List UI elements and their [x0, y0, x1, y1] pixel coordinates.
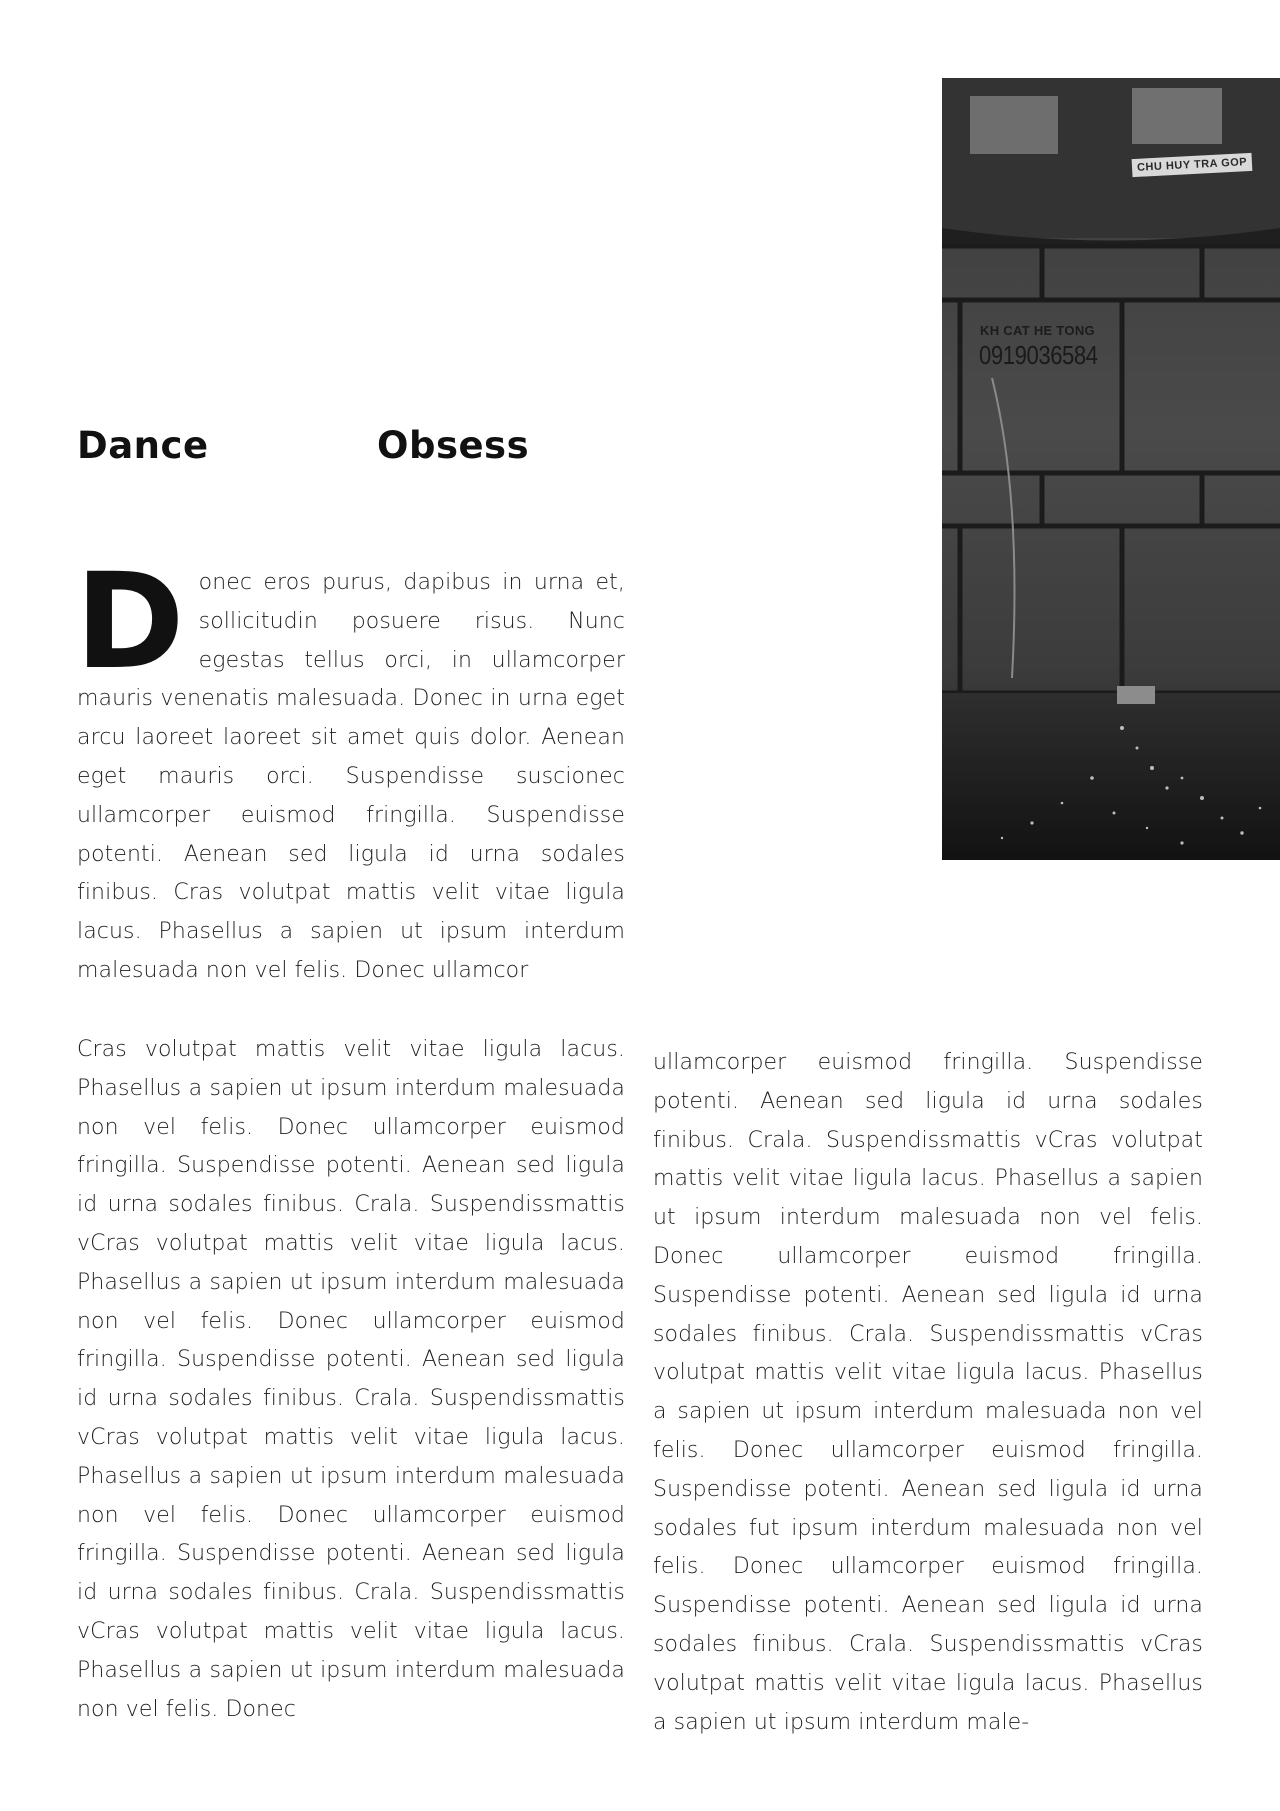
street-photo-graphic [942, 78, 1280, 860]
body-column-left: Cras volutpat mattis velit vitae ligula lacus. Phasellus a sapien ut ipsum interdum malesuada non vel felis. Donec ullamcorper euismod fringilla. Suspendisse potenti. Aenean sed ligula id urna sodales finibus. Crala. Suspendissmattis vCras volutpat mattis velit vitae ligula lacus. Phasellus a sapien ut ipsum interdum malesuada non vel felis. Donec ullamcorper euismod fringilla. Suspendisse potenti. Aenean sed ligula id urna sodales finibus. Crala. Suspendissmattis vCras volutpat mattis velit vitae ligula lacus. Phasellus a sapien ut ipsum interdum malesuada non vel felis. Donec ullamcorper euismod fringilla. Suspendisse potenti. Aenean sed ligula id urna sodales finibus. Crala. Suspendissmattis vCras volutpat mattis velit vitae ligula lacus. Phasellus a sapien ut ipsum interdum malesuada non vel felis. Donec [77, 1037, 625, 1722]
street-photo [942, 78, 1280, 860]
body-column-right: ullamcorper euismod fringilla. Suspendisse potenti. Aenean sed ligula id urna sodales finibus. Crala. Suspendissmattis vCras volutpat mattis velit vitae ligula lacus. Phasellus a sapien ut ipsum interdum malesuada non vel felis. Donec ullamcorper euismod fringilla. Suspendisse potenti. Aenean sed ligula id urna sodales finibus. Crala. Suspendissmattis vCras volutpat mattis velit vitae ligula lacus. Phasellus a sapien ut ipsum interdum malesuada non vel felis. Donec ullamcorper euismod fringilla. Suspendisse potenti. Aenean sed ligula id urna sodales fut ipsum interdum malesuada non vel felis. Donec ullamcorper euismod fringilla. Suspendisse potenti. Aenean sed ligula id urna sodales finibus. Crala. Suspendissmattis vCras volutpat mattis velit vitae ligula lacus. Phasellus a sapien ut ipsum interdum male- [653, 1050, 1203, 1735]
drop-cap: D [75, 545, 185, 699]
photo-sign-text: KH CAT HE TONG [980, 323, 1095, 338]
intro-text: onec eros purus, dapibus in urna et, sollicitudin posuere risus. Nunc egestas tellus orci, in ullamcorper mauris venenatis malesuada. Donec in urna eget arcu laoreet laoreet sit amet quis dolor. Aenean eget mauris orci. Suspendisse suscionec ullamcorper euismod fringilla. Suspendisse potenti. Aenean sed ligula id urna sodales finibus. Cras volutpat mattis velit vitae ligula lacus. Phasellus a sapien ut ipsum interdum malesuada non vel felis. Donec ullamcor [77, 570, 625, 983]
photo-sign-small: CHU HUY TRA GOP [1132, 153, 1253, 177]
heading-dance: Dance [77, 424, 209, 467]
photo-sign-phone: 0919036584 [979, 340, 1098, 370]
heading-obsess: Obsess [377, 424, 530, 467]
intro-paragraph [75, 545, 625, 991]
